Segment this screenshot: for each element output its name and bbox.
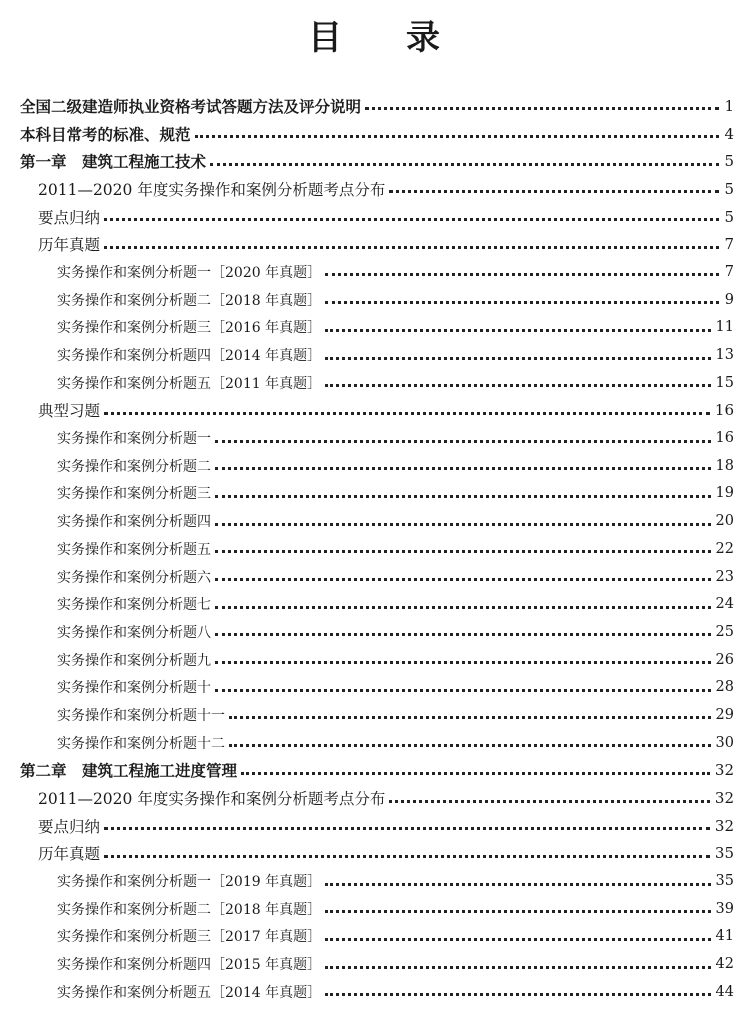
toc-page-number: 5	[724, 152, 734, 171]
dot-leader	[215, 550, 711, 553]
toc-page-number: 7	[724, 235, 734, 254]
dot-leader	[241, 772, 710, 775]
toc-entry-title: 要点归纳	[38, 817, 101, 836]
dot-leader	[325, 910, 710, 913]
toc-subsection-entry[interactable]	[0, 923, 750, 951]
dot-leader	[215, 467, 711, 470]
toc-page-number: 32	[714, 761, 734, 780]
toc-subsection-entry[interactable]	[0, 341, 750, 369]
dot-leader	[389, 800, 710, 803]
dot-leader	[325, 384, 710, 387]
dot-leader	[325, 273, 719, 276]
toc-entry-title: 要点归纳	[38, 208, 101, 227]
dot-leader	[215, 661, 711, 664]
dot-leader	[210, 163, 719, 166]
toc-subsection-entry[interactable]	[0, 314, 750, 342]
dot-leader	[389, 190, 719, 193]
dot-leader	[215, 440, 711, 443]
toc-chapter-entry[interactable]	[0, 120, 750, 148]
toc-page-number: 20	[715, 513, 734, 530]
toc-entry-title: 实务操作和案例分析题十一	[57, 707, 225, 724]
toc-entry-title: 历年真题	[38, 236, 101, 255]
toc-entry-title: 实务操作和案例分析题五	[57, 541, 211, 558]
toc-page-number: 16	[714, 401, 734, 420]
toc-entry-title: 实务操作和案例分析题三	[57, 486, 211, 503]
dot-leader	[215, 689, 711, 692]
dot-leader	[104, 855, 710, 858]
toc-subsection-entry[interactable]	[0, 895, 750, 923]
toc-subsection-entry[interactable]	[0, 646, 750, 674]
toc-page-number: 39	[715, 900, 734, 917]
page-title	[0, 14, 750, 62]
toc-entry-title: 实务操作和案例分析题二［2018 年真题］	[57, 901, 322, 918]
toc-entry-title: 实务操作和案例分析题十二	[57, 735, 225, 752]
toc-page-number: 32	[714, 816, 734, 835]
toc-section-entry[interactable]	[0, 175, 750, 203]
dot-leader	[215, 495, 711, 498]
dot-leader	[229, 716, 711, 719]
toc-subsection-entry[interactable]	[0, 535, 750, 563]
toc-entry-title: 实务操作和案例分析题四［2014 年真题］	[57, 348, 322, 365]
toc-subsection-entry[interactable]	[0, 258, 750, 286]
dot-leader	[104, 412, 710, 415]
toc-section-entry[interactable]	[0, 840, 750, 868]
toc-subsection-entry[interactable]	[0, 369, 750, 397]
toc-page-number: 29	[715, 706, 734, 723]
toc-subsection-entry[interactable]	[0, 978, 750, 1006]
toc-subsection-entry[interactable]	[0, 563, 750, 591]
toc-entry-title: 实务操作和案例分析题一［2020 年真题］	[57, 264, 322, 281]
toc-section-entry[interactable]	[0, 397, 750, 425]
toc-section-entry[interactable]	[0, 812, 750, 840]
toc-entry-title: 历年真题	[38, 845, 101, 864]
toc-section-entry[interactable]	[0, 784, 750, 812]
toc-entry-title: 实务操作和案例分析题十	[57, 680, 211, 697]
toc-subsection-entry[interactable]	[0, 673, 750, 701]
toc-entry-title: 实务操作和案例分析题三［2016 年真题］	[57, 320, 322, 337]
dot-leader	[325, 357, 710, 360]
toc-entry-title: 实务操作和案例分析题一	[57, 431, 211, 448]
dot-leader	[104, 246, 719, 249]
toc-page-number: 4	[724, 124, 734, 143]
table-of-contents	[0, 92, 750, 1006]
toc-page-number: 22	[715, 540, 734, 557]
toc-entry-title: 实务操作和案例分析题五［2011 年真题］	[57, 375, 322, 392]
toc-section-entry[interactable]	[0, 230, 750, 258]
toc-chapter-entry[interactable]	[0, 147, 750, 175]
dot-leader	[104, 218, 719, 221]
toc-section-entry[interactable]	[0, 203, 750, 231]
dot-leader	[215, 523, 711, 526]
toc-page-number: 30	[715, 734, 734, 751]
toc-entry-title: 实务操作和案例分析题七	[57, 597, 211, 614]
toc-page-number: 35	[714, 844, 734, 863]
toc-entry-title: 第二章 建筑工程施工进度管理	[20, 762, 238, 781]
toc-entry-title: 实务操作和案例分析题五［2014 年真题］	[57, 984, 322, 1001]
toc-entry-title: 实务操作和案例分析题一［2019 年真题］	[57, 874, 322, 891]
toc-page-number: 13	[715, 347, 734, 364]
dot-leader	[215, 606, 711, 609]
dot-leader	[229, 744, 711, 747]
toc-entry-title: 第一章 建筑工程施工技术	[20, 153, 207, 172]
dot-leader	[325, 883, 710, 886]
toc-page-number: 41	[715, 928, 734, 945]
toc-chapter-entry[interactable]	[0, 92, 750, 120]
toc-subsection-entry[interactable]	[0, 867, 750, 895]
toc-entry-title: 实务操作和案例分析题二	[57, 458, 211, 475]
toc-entry-title: 典型习题	[38, 402, 101, 421]
toc-page-number: 42	[715, 956, 734, 973]
toc-entry-title: 2011—2020 年度实务操作和案例分析题考点分布	[38, 180, 386, 199]
toc-page-number: 1	[724, 96, 734, 115]
toc-subsection-entry[interactable]	[0, 618, 750, 646]
dot-leader	[215, 633, 711, 636]
toc-subsection-entry[interactable]	[0, 452, 750, 480]
toc-entry-title: 实务操作和案例分析题四	[57, 514, 211, 531]
toc-page-number: 26	[715, 651, 734, 668]
toc-subsection-entry[interactable]	[0, 701, 750, 729]
dot-leader	[325, 966, 710, 969]
toc-page-number: 7	[724, 263, 734, 280]
toc-page-number: 16	[715, 430, 734, 447]
toc-entry-title: 实务操作和案例分析题四［2015 年真题］	[57, 957, 322, 974]
toc-page-number: 9	[724, 291, 734, 308]
dot-leader	[365, 107, 719, 110]
dot-leader	[325, 329, 710, 332]
toc-page-number: 5	[724, 179, 734, 198]
toc-page-number: 44	[715, 983, 734, 1000]
toc-entry-title: 全国二级建造师执业资格考试答题方法及评分说明	[20, 97, 362, 116]
toc-entry-title: 实务操作和案例分析题九	[57, 652, 211, 669]
toc-entry-title: 2011—2020 年度实务操作和案例分析题考点分布	[38, 790, 386, 809]
toc-subsection-entry[interactable]	[0, 480, 750, 508]
dot-leader	[325, 993, 710, 996]
title-char-1: 目	[308, 18, 344, 58]
dot-leader	[325, 938, 710, 941]
toc-page-number: 11	[715, 319, 734, 336]
toc-page-number: 28	[715, 679, 734, 696]
toc-page-number: 19	[715, 485, 734, 502]
toc-subsection-entry[interactable]	[0, 729, 750, 757]
toc-page-number: 24	[715, 596, 734, 613]
toc-subsection-entry[interactable]	[0, 507, 750, 535]
toc-page-number: 23	[715, 568, 734, 585]
toc-entry-title: 实务操作和案例分析题二［2018 年真题］	[57, 292, 322, 309]
toc-subsection-entry[interactable]	[0, 950, 750, 978]
toc-chapter-entry[interactable]	[0, 757, 750, 785]
toc-page-number: 32	[714, 789, 734, 808]
toc-entry-title: 实务操作和案例分析题八	[57, 624, 211, 641]
title-char-2: 录	[406, 18, 442, 58]
toc-subsection-entry[interactable]	[0, 286, 750, 314]
toc-page-number: 15	[715, 374, 734, 391]
dot-leader	[325, 301, 719, 304]
toc-subsection-entry[interactable]	[0, 590, 750, 618]
dot-leader	[195, 135, 719, 138]
toc-page-number: 35	[715, 873, 734, 890]
dot-leader	[215, 578, 711, 581]
toc-subsection-entry[interactable]	[0, 424, 750, 452]
toc-page-number: 18	[715, 457, 734, 474]
toc-entry-title: 实务操作和案例分析题六	[57, 569, 211, 586]
toc-entry-title: 本科目常考的标准、规范	[20, 125, 191, 144]
toc-page-number: 5	[724, 207, 734, 226]
toc-entry-title: 实务操作和案例分析题三［2017 年真题］	[57, 929, 322, 946]
dot-leader	[104, 827, 710, 830]
toc-page-number: 25	[715, 623, 734, 640]
